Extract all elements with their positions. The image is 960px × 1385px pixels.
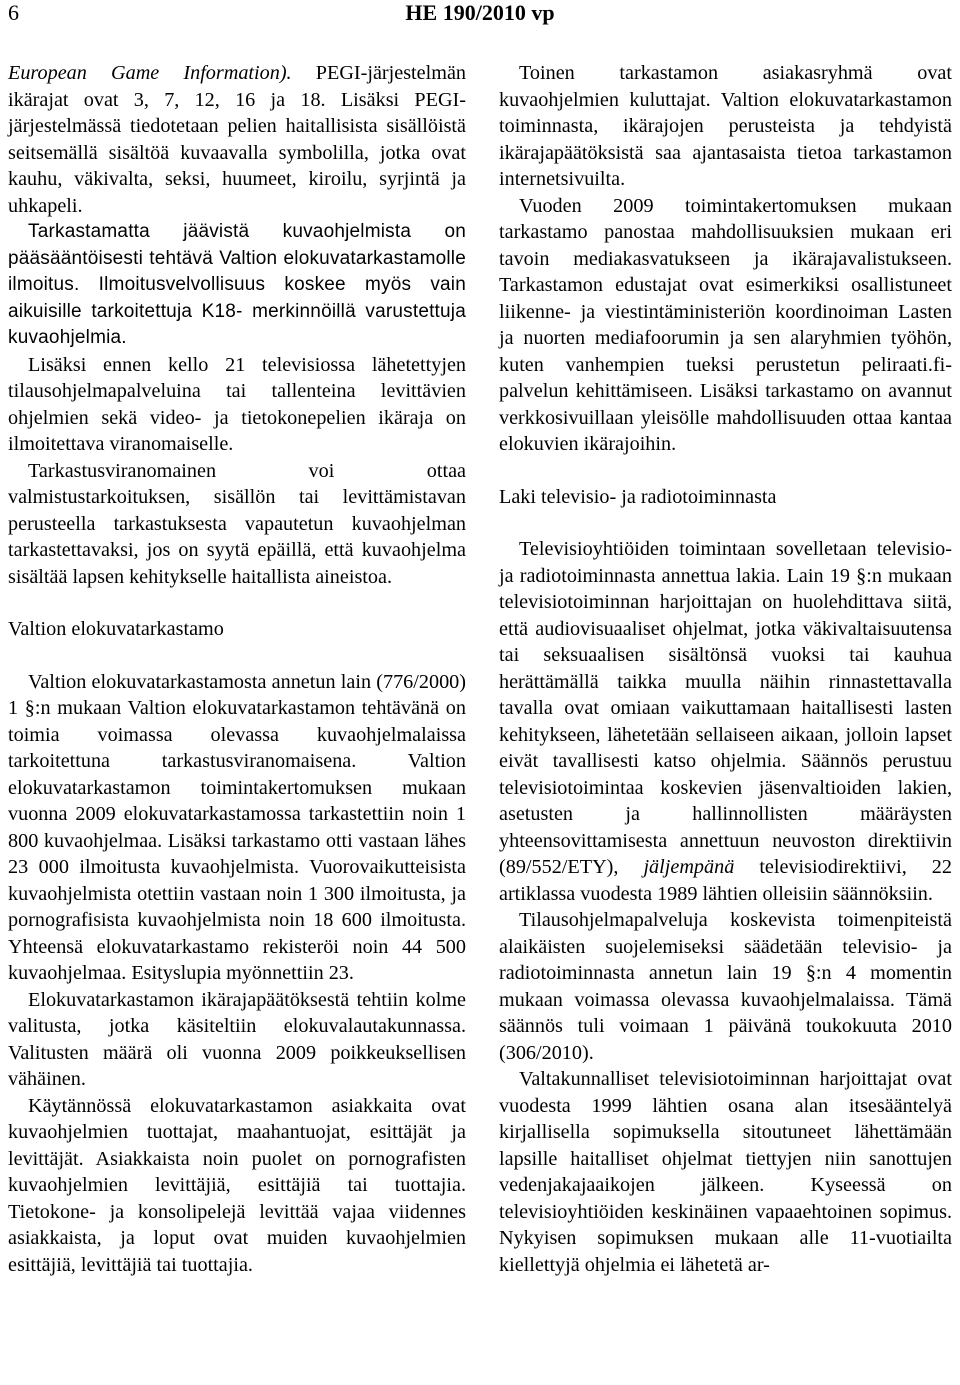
section-heading: Valtion elokuvatarkastamo [8,618,224,640]
paragraph: Elokuvatarkastamon ikärajapäätöksestä tehtiin kolme valitusta, jotka käsiteltiin elokuvalautakunnassa. Valitusten määrä oli vuonna 2009 poikkeuksellisen vähäinen. [8,988,466,1090]
right-column [499,60,952,1278]
paragraph: Tilausohjelmapalveluja koskevista toimenpiteistä alaikäisten suojelemiseksi säädetään televisio- ja radiotoiminnasta annetun lain 19 §:n 4 momentin mukaan voimassa olevassa kuvaohjelmalaissa. Tämä säännös tuli voimaan 1 päivänä toukokuuta 2010 (306/2010). [499,909,952,1064]
paragraph: Tarkastamatta jäävistä kuvaohjelmista on pääsääntöisesti tehtävä Valtion elokuvatarkastamolle ilmoitus. Ilmoitusvelvollisuus koskee myös vain aikuisille tarkoitettuja K18- merkinnöillä varustettuja kuvaohjelmia. [8,221,466,348]
paragraph [499,536,952,907]
italic-text: jäljempänä [643,856,735,878]
paragraph-text: televisiodirektiivi, 22 artiklassa vuodesta 1989 lähtien olleisiin säännöksiin. [499,856,952,905]
paragraph: Valtion elokuvatarkastamosta annetun lain (776/2000) 1 §:n mukaan Valtion elokuvatarkastamon tehtävänä on toimia voimassa olevassa kuvaohjelmalaissa tarkoitettuna tarkastusviranomaisena. Valtion elokuvatarkastamon toimintakertomuksen mukaan vuonna 2009 elokuvatarkastamossa tarkastettiin noin 1 800 kuvaohjelmaa. Lisäksi tarkastamo otti vastaan lähes 23 000 ilmoitusta kuvaohjelmista. Vuorovaikutteisista kuvaohjelmista otettiin vastaan noin 1 300 ilmoitusta, ja pornografisista kuvaohjelmista noin 18 600 ilmoitusta. Yhteensä elokuvatarkastamo rekisteröi noin 44 500 kuvaohjelmaa. Esityslupia myönnettiin 23. [8,670,466,984]
page-number: 6 [8,0,19,25]
paragraph: Valtakunnalliset televisiotoiminnan harjoittajat ovat vuodesta 1999 lähtien osana alan itsesääntelyä kirjallisella sopimuksella sitoutuneet lähettämään lapsille haitalliset ohjelmat tiettyjen niin sanottujen vedenjakajaaikojen jälkeen. Kyseessä on televisioyhtiöiden keskinäinen vapaaehtoinen sopimus. Nykyisen sopimuksen mukaan alle 11-vuotiailta kiellettyjä ohjelmia ei lähetetä ar- [499,1068,952,1276]
section-heading: Laki televisio- ja radiotoiminnasta [499,485,777,508]
left-column [8,60,466,1278]
paragraph [8,60,466,219]
paragraph: Toinen tarkastamon asiakasryhmä ovat kuvaohjelmien kuluttajat. Valtion elokuvatarkastamon toiminnasta, ikärajojen perusteista ja tehdyistä ikärajapäätöksistä saa ajantasaista tietoa tarkastamon internetsivuilta. [499,62,952,190]
italic-text: European Game Information). [8,62,292,84]
paragraph: Tarkastusviranomainen voi ottaa valmistustarkoituksen, sisällön tai levittämistavan perusteella tarkastuksesta vapautetun kuvaohjelman tarkastettavaksi, jos on syytä epäillä, että kuvaohjelma sisältää lapsen kehitykselle haitallista aineistoa. [8,459,466,588]
paragraph: Vuoden 2009 toimintakertomuksen mukaan tarkastamo panostaa mahdollisuuksien mukaan eri tavoin mediakasvatukseen ja ikärajavalistukseen. Tarkastamon edustajat ovat esimerkiksi osallistuneet liikenne- ja viestintäministeriön koordinoiman Lasten ja nuorten mediafoorumin ja sen alaryhmien työhön, kuten vanhempien tueksi perustetun peliraati.fi-palvelun kehittämiseen. Lisäksi tarkastamo on avannut verkkosivuillaan yleisölle mahdollisuuden ottaa kantaa elokuvien ikärajoihin. [499,194,952,455]
paragraph: Lisäksi ennen kello 21 televisiossa lähetettyjen tilausohjelmapalveluina tai tallenteina levittävien ohjelmien sekä video- ja tietokonepelien ikäraja on ilmoitettava viranomaiselle. [8,353,466,455]
page-header [0,0,960,40]
document-id: HE 190/2010 vp [405,0,555,25]
paragraph-text: Televisioyhtiöiden toimintaan sovelletaan televisio- ja radiotoiminnasta annettua lakia. Lain 19 §:n mukaan televisiotoiminnan harjoittajan on huolehdittava siitä, että audiovisuaaliset ohjelmat, jotka väkivaltaisuutensa tai seksuaalisen sisältönsä vuoksi tai kauhua herättämällä taikka muulla näihin rinnastettavalla tavalla ovat omiaan vaikuttamaan haitallisesti lasten kehitykseen, lähetetään sellaiseen aikaan, jolloin lapset eivät tavallisesti katso ohjelmia. Säännös perustuu televisiotoimintaa koskevien jäsenvaltioiden lakien, asetusten ja hallinnollisten määräysten yhteensovittamisesta annettuun neuvoston direktiivin (89/552/ETY), [499,538,952,878]
paragraph-text: PEGI-järjestelmän ikärajat ovat 3, 7, 12, 16 ja 18. Lisäksi PEGI-järjestelmässä tiedotetaan pelien haitallisista sisällöistä seitsemällä sisältöä kuvaavalla symbolilla, jotka ovat kauhu, väkivalta, seksi, huumeet, kiroilu, syrjintä ja uhkapeli. [8,62,466,217]
paragraph: Käytännössä elokuvatarkastamon asiakkaita ovat kuvaohjelmien tuottajat, maahantuojat, esittäjät ja levittäjät. Asiakkaista noin puolet on pornografisten kuvaohjelmien levittäjiä, esittäjiä tai tuottajia. Tietokone- ja konsolipelejä levittää vajaa viidennes asiakkaista, ja loput ovat muiden kuvaohjelmien esittäjiä, levittäjiä tai tuottajia. [8,1094,466,1276]
